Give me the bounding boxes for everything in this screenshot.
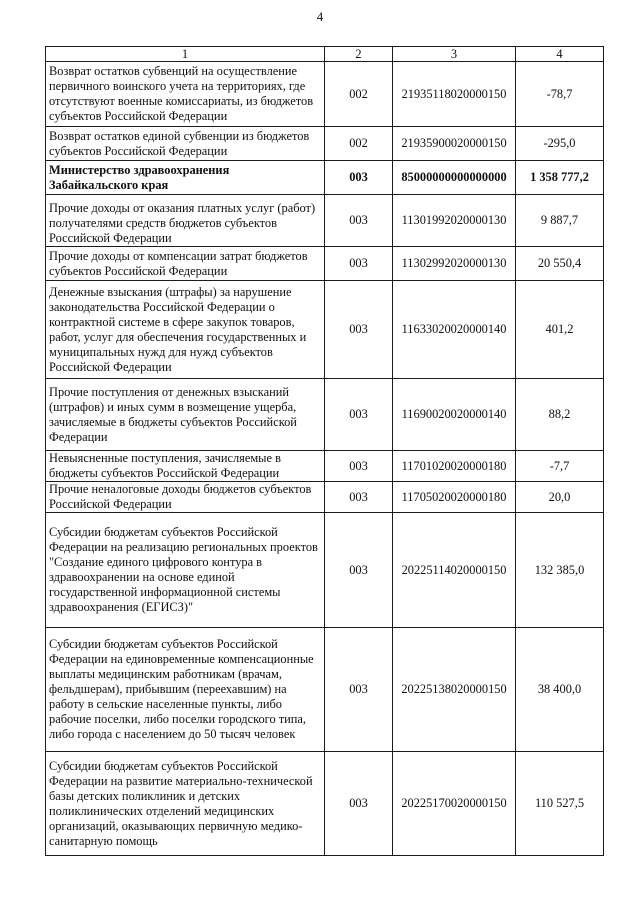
row-budget-code: 11302992020000130 xyxy=(393,247,516,281)
row-name: Министерство здравоохранения Забайкальского края xyxy=(46,161,325,195)
table-row xyxy=(46,247,604,281)
table-row xyxy=(46,628,604,752)
table-row xyxy=(46,281,604,379)
table-header-row xyxy=(46,47,604,62)
row-admin-code: 003 xyxy=(325,161,393,195)
table-row xyxy=(46,62,604,127)
row-name: Возврат остатков единой субвенции из бюджетов субъектов Российской Федерации xyxy=(46,127,325,161)
row-budget-code: 11701020020000180 xyxy=(393,451,516,482)
row-budget-code: 21935900020000150 xyxy=(393,127,516,161)
row-name: Прочие неналоговые доходы бюджетов субъектов Российской Федерации xyxy=(46,482,325,513)
row-budget-code: 11705020020000180 xyxy=(393,482,516,513)
row-name: Субсидии бюджетам субъектов Российской Федерации на реализацию региональных проектов "Создание единого цифрового контура в здравоохранении на основе единой государственной информационной системы здравоохранения (ЕГИСЗ)" xyxy=(46,513,325,628)
row-admin-code: 003 xyxy=(325,513,393,628)
row-budget-code: 11690020020000140 xyxy=(393,379,516,451)
column-header-admin: 2 xyxy=(325,47,393,62)
row-admin-code: 003 xyxy=(325,247,393,281)
row-budget-code: 20225138020000150 xyxy=(393,628,516,752)
row-amount: 20,0 xyxy=(516,482,604,513)
row-admin-code: 002 xyxy=(325,62,393,127)
row-name: Субсидии бюджетам субъектов Российской Федерации на развитие материально-технической базы детских поликлиник и детских поликлинических отделений медицинских организаций, оказывающих первичную медико-санитарную помощь xyxy=(46,752,325,856)
row-admin-code: 002 xyxy=(325,127,393,161)
column-header-name: 1 xyxy=(46,47,325,62)
row-amount: -295,0 xyxy=(516,127,604,161)
row-amount: 110 527,5 xyxy=(516,752,604,856)
row-budget-code: 21935118020000150 xyxy=(393,62,516,127)
row-name: Прочие доходы от оказания платных услуг (работ) получателями средств бюджетов субъектов Российской Федерации xyxy=(46,195,325,247)
row-budget-code: 11633020020000140 xyxy=(393,281,516,379)
row-name: Субсидии бюджетам субъектов Российской Федерации на единовременные компенсационные выплаты медицинским работникам (врачам, фельдшерам), прибывшим (переехавшим) на работу в сельские населенные пункты, либо рабочие поселки, либо поселки городского типа, либо города с населением до 50 тысяч человек xyxy=(46,628,325,752)
row-admin-code: 003 xyxy=(325,281,393,379)
table-row xyxy=(46,752,604,856)
table-row xyxy=(46,482,604,513)
row-admin-code: 003 xyxy=(325,628,393,752)
table-row xyxy=(46,161,604,195)
row-admin-code: 003 xyxy=(325,195,393,247)
row-amount: 88,2 xyxy=(516,379,604,451)
budget-revenue-table xyxy=(45,46,604,856)
table-row xyxy=(46,379,604,451)
table-row xyxy=(46,127,604,161)
row-amount: 1 358 777,2 xyxy=(516,161,604,195)
row-name: Невыясненные поступления, зачисляемые в бюджеты субъектов Российской Федерации xyxy=(46,451,325,482)
row-budget-code: 20225114020000150 xyxy=(393,513,516,628)
row-name: Возврат остатков субвенций на осуществление первичного воинского учета на территориях, где отсутствуют военные комиссариаты, из бюджетов субъектов Российской Федерации xyxy=(46,62,325,127)
column-header-amount: 4 xyxy=(516,47,604,62)
row-name: Прочие поступления от денежных взысканий (штрафов) и иных сумм в возмещение ущерба, зачисляемые в бюджеты субъектов Российской Федерации xyxy=(46,379,325,451)
row-budget-code: 85000000000000000 xyxy=(393,161,516,195)
row-amount: 20 550,4 xyxy=(516,247,604,281)
row-name: Денежные взыскания (штрафы) за нарушение законодательства Российской Федерации о контрактной системе в сфере закупок товаров, работ, услуг для обеспечения государственных и муниципальных нужд для нужд субъектов Российской Федерации xyxy=(46,281,325,379)
row-amount: 38 400,0 xyxy=(516,628,604,752)
page-number: 4 xyxy=(316,9,324,24)
table-row xyxy=(46,513,604,628)
row-admin-code: 003 xyxy=(325,482,393,513)
row-amount: 132 385,0 xyxy=(516,513,604,628)
table-row xyxy=(46,451,604,482)
row-name: Прочие доходы от компенсации затрат бюджетов субъектов Российской Федерации xyxy=(46,247,325,281)
row-amount: 401,2 xyxy=(516,281,604,379)
table-row xyxy=(46,195,604,247)
row-admin-code: 003 xyxy=(325,752,393,856)
row-admin-code: 003 xyxy=(325,379,393,451)
row-amount: -7,7 xyxy=(516,451,604,482)
row-admin-code: 003 xyxy=(325,451,393,482)
row-amount: -78,7 xyxy=(516,62,604,127)
column-header-code: 3 xyxy=(393,47,516,62)
row-budget-code: 20225170020000150 xyxy=(393,752,516,856)
row-budget-code: 11301992020000130 xyxy=(393,195,516,247)
row-amount: 9 887,7 xyxy=(516,195,604,247)
